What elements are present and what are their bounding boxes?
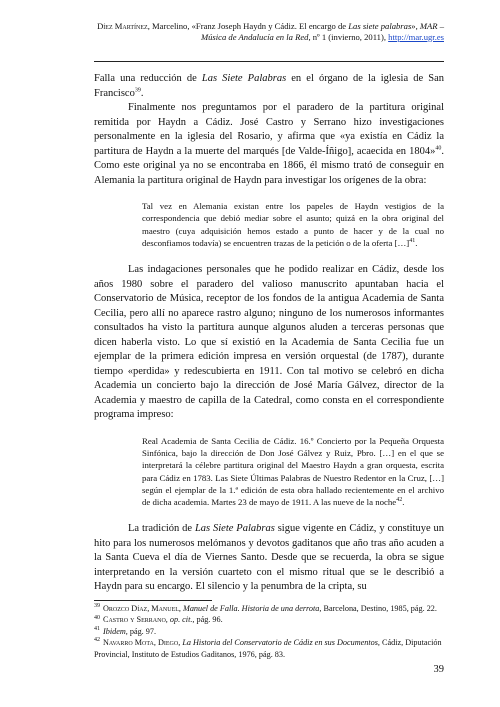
- paragraph-4: [94, 522, 444, 595]
- footnote-number: 41: [94, 626, 100, 633]
- footnote-author: Orozco Díaz, Manuel,: [103, 604, 181, 613]
- paragraph-text: sigue vigente en Cádiz, y constituye un hito para los numerosos melómanos y devotos gaditanos que año tras año acuden a la Santa Cueva el día de Viernes Santo. Desde que se recuerda, la obra se sigue interpretando en la versión cuarteto con el mismo ritual que se le describió a Haydn para su encargo. El silencio y la penumbra de la cripta, su: [94, 523, 444, 593]
- footnote-title: Manuel de Falla. Historia de una derrota: [183, 604, 320, 613]
- work-title: Las Siete Palabras: [201, 73, 287, 84]
- footnote-title: La Historia del Conservatorio de Cádiz en sus Documentos: [182, 638, 378, 648]
- footnote-number: 39: [94, 603, 100, 610]
- header-journal: MAR – Música de Andalucía en la Red: [200, 21, 444, 42]
- footnote-ref-39[interactable]: 39: [134, 87, 141, 93]
- footnote-author: Castro y Serrano,: [103, 615, 168, 625]
- header-sep: »,: [411, 21, 420, 31]
- header-rule: [94, 61, 444, 62]
- footnote-rest: , Cádiz, Diputación Provincial, Instituto de Estudios Gaditanos, 1976, pág. 83.: [94, 638, 442, 659]
- footnote-title: op. cit.: [169, 615, 193, 625]
- running-header: [94, 21, 444, 42]
- footnote-ref-42[interactable]: 42: [396, 497, 403, 504]
- footnote-number: 42: [94, 637, 100, 644]
- paragraph-text: . Como este original ya no se encontraba en 1866, él mismo trató de conseguir en Alemania la partitura original de Haydn para investigar los orígenes de la obra:: [94, 145, 444, 186]
- footnote-number: 40: [94, 614, 100, 621]
- header-issue: , nº 1 (invierno, 2011),: [308, 31, 389, 42]
- paragraph-3: Las indagaciones personales que he podido realizar en Cádiz, desde los años 1980 sobre el paradero del valioso manuscrito apuntaban hacia el Conservatorio de Música, receptor de los fondos de la antigua Academia de Santa Cecilia, pero allí no aparece rastro alguno; ninguno de los numerosos informantes consultados ha visto la partitura aunque algunos aluden a terceras personas que dicen haberla visto. Lo que sí existió en la Academia de Santa Cecilia fue un ejemplar de la primera edición impresa en versión orquestal (de 1787), durante tiempo «perdida» y redescubierta en 1911. Con tal motivo se celebró en dicha Academia un concierto bajo la dirección de José María Gálvez, director de la Academia y maestro de capilla de la Catedral, como consta en el correspondiente programa impreso:: [94, 264, 444, 421]
- block-quote-1: [142, 200, 444, 249]
- footnote-rest: , pág. 97.: [125, 626, 156, 636]
- footnote-author: Navarro Mota, Diego,: [103, 638, 181, 648]
- footnote-ref-41[interactable]: 41: [409, 237, 416, 244]
- main-text: [94, 72, 444, 595]
- footnote-rest: , pág. 96.: [192, 615, 223, 625]
- quote-text: Tal vez en Alemania existan entre los papeles de Haydn vestigios de la correspondencia que debió mediar sobre el asunto; quizá en la obra original del maestro (cuya adquisición hemos estado a punto de hacer y de la cual no desconfiamos todavía) se encuentren trazas de la petición o de la oferta […]: [142, 201, 444, 248]
- footnotes: [94, 603, 444, 660]
- paragraph-text: La tradición de: [128, 523, 195, 535]
- footnote: [94, 614, 444, 625]
- paragraph-1: [94, 72, 444, 101]
- quote-text: Real Academia de Santa Cecilia de Cádiz. 16.º Concierto por la Pequeña Orquesta Sinfónica, bajo la dirección de Don José Gálvez y Ruiz, Pbro. […] en el que se interpretará la célebre partitura original del Maestro Haydn a gran orquesta, escrita para Cádiz en 1783. Las Siete Últimas Palabras de Nuestro Redentor en la Cruz, […] según el ejemplar de la 1.ª edición de esta obra hallado recientemente en el archivo de dicha academia. Martes 23 de mayo de 1911. A las nueve de la noche: [142, 435, 444, 508]
- footnote: [94, 603, 444, 614]
- footnote-title: Ibidem: [103, 626, 126, 636]
- header-author: Díez Martínez: [97, 21, 148, 31]
- work-title: Las Siete Palabras: [194, 523, 275, 535]
- header-author-rest: , Marcelino, «Franz Joseph Haydn y Cádiz. El encargo de: [147, 21, 349, 31]
- footnote-rule: [94, 600, 212, 601]
- header-url-link[interactable]: http://mar.ugr.es: [388, 31, 444, 42]
- quote-text: .: [402, 497, 405, 508]
- footnote: [94, 637, 444, 660]
- paragraph-text: Falla una reducción de: [94, 73, 202, 84]
- paragraph-text: .: [140, 87, 144, 99]
- quote-text: .: [415, 237, 418, 248]
- block-quote-2: [142, 435, 444, 509]
- paragraph-text: en el órgano de la iglesia de San Francisco: [94, 73, 444, 99]
- footnote-rest: , Barcelona, Destino, 1985, pág. 22.: [319, 604, 437, 613]
- header-work-title: Las siete palabras: [348, 21, 412, 31]
- footnote: [94, 626, 444, 637]
- footnote-ref-40[interactable]: 40: [435, 145, 442, 151]
- page-number: 39: [433, 664, 444, 675]
- paragraph-text: Finalmente nos preguntamos por el paradero de la partitura original remitida por Haydn a Cádiz. José Castro y Serrano hizo investigaciones personalmente en la iglesia del Rosario, y afirma que «ya existía en Cádiz la partitura de Haydn a la muerte del marqués [de Valde-Íñigo], acaecida en 1804»: [94, 102, 444, 157]
- paragraph-2: [94, 101, 444, 188]
